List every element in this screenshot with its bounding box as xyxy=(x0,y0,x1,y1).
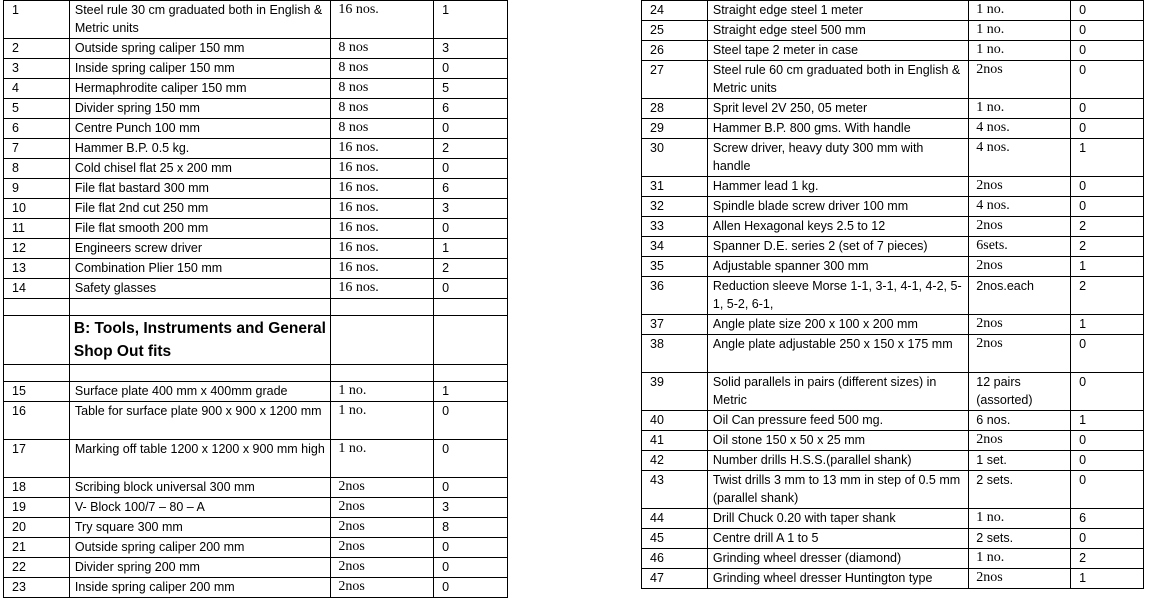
item-available: 1 xyxy=(1071,257,1144,277)
item-quantity: 8 nos xyxy=(331,39,434,59)
item-number: 47 xyxy=(642,569,708,589)
item-number: 23 xyxy=(4,578,70,598)
item-available: 0 xyxy=(1071,41,1144,61)
item-number: 30 xyxy=(642,139,708,177)
item-number: 38 xyxy=(642,335,708,373)
item-quantity: 6sets. xyxy=(969,237,1071,257)
item-number: 8 xyxy=(4,159,70,179)
table-row xyxy=(4,59,508,79)
item-number: 27 xyxy=(642,61,708,99)
table-row xyxy=(642,277,1144,315)
table-row xyxy=(642,61,1144,99)
item-description: Cold chisel flat 25 x 200 mm xyxy=(69,159,330,179)
item-available: 0 xyxy=(1071,431,1144,451)
item-available: 0 xyxy=(1071,197,1144,217)
item-available: 0 xyxy=(1071,529,1144,549)
item-description: Table for surface plate 900 x 900 x 1200 mm xyxy=(69,402,330,440)
item-number: 43 xyxy=(642,471,708,509)
item-description: Screw driver, heavy duty 300 mm with handle xyxy=(707,139,968,177)
table-row xyxy=(4,79,508,99)
item-quantity: 2 sets. xyxy=(969,471,1071,509)
item-description: Combination Plier 150 mm xyxy=(69,259,330,279)
item-quantity: 1 set. xyxy=(969,451,1071,471)
item-available: 8 xyxy=(434,518,508,538)
item-quantity: 4 nos. xyxy=(969,119,1071,139)
item-quantity: 1 no. xyxy=(969,21,1071,41)
item-quantity: 8 nos xyxy=(331,119,434,139)
item-quantity: 2nos xyxy=(969,431,1071,451)
item-quantity: 16 nos. xyxy=(331,239,434,259)
item-available: 0 xyxy=(1071,99,1144,119)
item-description: Try square 300 mm xyxy=(69,518,330,538)
item-description: Drill Chuck 0.20 with taper shank xyxy=(707,509,968,529)
item-available: 2 xyxy=(1071,217,1144,237)
item-number: 18 xyxy=(4,478,70,498)
item-number: 3 xyxy=(4,59,70,79)
table-row xyxy=(4,99,508,119)
item-description: Divider spring 150 mm xyxy=(69,99,330,119)
item-available: 0 xyxy=(434,219,508,239)
item-description: V- Block 100/7 – 80 – A xyxy=(69,498,330,518)
table-row xyxy=(4,139,508,159)
item-quantity: 2nos xyxy=(969,61,1071,99)
item-quantity: 2nos xyxy=(331,558,434,578)
item-quantity: 16 nos. xyxy=(331,279,434,299)
item-number: 35 xyxy=(642,257,708,277)
item-quantity: 1 no. xyxy=(331,382,434,402)
item-description: Engineers screw driver xyxy=(69,239,330,259)
item-available: 0 xyxy=(434,59,508,79)
item-number: 36 xyxy=(642,277,708,315)
table-row xyxy=(4,498,508,518)
item-number: 2 xyxy=(4,39,70,59)
item-available: 2 xyxy=(1071,237,1144,257)
item-quantity: 8 nos xyxy=(331,79,434,99)
item-description: Divider spring 200 mm xyxy=(69,558,330,578)
item-number: 32 xyxy=(642,197,708,217)
item-quantity: 2nos xyxy=(331,518,434,538)
item-available: 0 xyxy=(434,402,508,440)
item-description: Spindle blade screw driver 100 mm xyxy=(707,197,968,217)
right-page xyxy=(641,0,1144,589)
item-quantity: 1 no. xyxy=(969,99,1071,119)
item-number: 12 xyxy=(4,239,70,259)
table-row xyxy=(4,39,508,59)
item-available: 0 xyxy=(434,558,508,578)
item-quantity: 2nos xyxy=(969,257,1071,277)
item-available: 0 xyxy=(1071,373,1144,411)
item-quantity: 1 no. xyxy=(331,440,434,478)
item-quantity: 2nos xyxy=(331,498,434,518)
table-row xyxy=(642,197,1144,217)
item-number: 45 xyxy=(642,529,708,549)
item-quantity: 8 nos xyxy=(331,59,434,79)
item-quantity: 2nos xyxy=(969,569,1071,589)
item-description: Reduction sleeve Morse 1-1, 3-1, 4-1, 4-2, 5-1, 5-2, 6-1, xyxy=(707,277,968,315)
table-row xyxy=(642,257,1144,277)
item-available: 3 xyxy=(434,498,508,518)
item-description: Sprit level 2V 250, 05 meter xyxy=(707,99,968,119)
item-quantity: 6 nos. xyxy=(969,411,1071,431)
item-number: 10 xyxy=(4,199,70,219)
item-number: 21 xyxy=(4,538,70,558)
item-quantity: 16 nos. xyxy=(331,259,434,279)
item-quantity: 1 no. xyxy=(331,402,434,440)
item-number: 19 xyxy=(4,498,70,518)
item-description: Steel rule 60 cm graduated both in English & Metric units xyxy=(707,61,968,99)
item-description: Hammer lead 1 kg. xyxy=(707,177,968,197)
item-description: Hermaphrodite caliper 150 mm xyxy=(69,79,330,99)
item-available: 0 xyxy=(434,119,508,139)
item-description: Inside spring caliper 200 mm xyxy=(69,578,330,598)
item-available: 0 xyxy=(1071,21,1144,41)
item-quantity: 1 no. xyxy=(969,1,1071,21)
item-quantity: 2nos xyxy=(331,578,434,598)
table-row xyxy=(642,431,1144,451)
item-description: Steel tape 2 meter in case xyxy=(707,41,968,61)
item-quantity: 2nos xyxy=(331,478,434,498)
item-description: Adjustable spanner 300 mm xyxy=(707,257,968,277)
table-row xyxy=(4,538,508,558)
item-description: Outside spring caliper 150 mm xyxy=(69,39,330,59)
item-description: Steel rule 30 cm graduated both in English & Metric units xyxy=(69,1,330,39)
table-row xyxy=(642,509,1144,529)
item-quantity: 2nos xyxy=(969,177,1071,197)
item-description: Oil Can pressure feed 500 mg. xyxy=(707,411,968,431)
item-quantity: 2nos xyxy=(969,217,1071,237)
item-description: Outside spring caliper 200 mm xyxy=(69,538,330,558)
table-row xyxy=(642,177,1144,197)
item-number: 44 xyxy=(642,509,708,529)
left-page xyxy=(3,0,508,598)
item-description: Angle plate adjustable 250 x 150 x 175 mm xyxy=(707,335,968,373)
item-number: 14 xyxy=(4,279,70,299)
item-number: 9 xyxy=(4,179,70,199)
item-quantity: 16 nos. xyxy=(331,179,434,199)
item-available: 0 xyxy=(1071,61,1144,99)
item-available: 0 xyxy=(434,578,508,598)
item-available: 1 xyxy=(1071,315,1144,335)
item-quantity: 4 nos. xyxy=(969,197,1071,217)
item-description: File flat 2nd cut 250 mm xyxy=(69,199,330,219)
item-number: 37 xyxy=(642,315,708,335)
item-number: 22 xyxy=(4,558,70,578)
tools-table-left xyxy=(3,0,508,598)
item-available: 1 xyxy=(1071,411,1144,431)
item-number: 15 xyxy=(4,382,70,402)
item-quantity: 16 nos. xyxy=(331,199,434,219)
item-available: 0 xyxy=(434,279,508,299)
item-quantity: 8 nos xyxy=(331,99,434,119)
item-description: Hammer B.P. 0.5 kg. xyxy=(69,139,330,159)
item-available: 3 xyxy=(434,39,508,59)
table-row xyxy=(642,373,1144,411)
item-available: 6 xyxy=(434,179,508,199)
table-row xyxy=(642,237,1144,257)
table-row xyxy=(642,315,1144,335)
item-number: 33 xyxy=(642,217,708,237)
item-available: 5 xyxy=(434,79,508,99)
item-quantity: 2nos xyxy=(331,538,434,558)
item-available: 0 xyxy=(434,538,508,558)
blank-row xyxy=(4,299,508,316)
item-quantity: 16 nos. xyxy=(331,1,434,39)
item-number: 5 xyxy=(4,99,70,119)
item-description: Surface plate 400 mm x 400mm grade xyxy=(69,382,330,402)
item-quantity: 1 no. xyxy=(969,549,1071,569)
table-row xyxy=(4,1,508,39)
item-number: 31 xyxy=(642,177,708,197)
item-description: Centre Punch 100 mm xyxy=(69,119,330,139)
table-row xyxy=(4,179,508,199)
item-description: Marking off table 1200 x 1200 x 900 mm high xyxy=(69,440,330,478)
tools-table-right xyxy=(641,0,1144,589)
item-number: 16 xyxy=(4,402,70,440)
item-available: 1 xyxy=(434,239,508,259)
table-row xyxy=(4,478,508,498)
item-description: File flat smooth 200 mm xyxy=(69,219,330,239)
item-available: 6 xyxy=(434,99,508,119)
item-number: 28 xyxy=(642,99,708,119)
table-row xyxy=(642,529,1144,549)
item-available: 1 xyxy=(434,1,508,39)
item-description: File flat bastard 300 mm xyxy=(69,179,330,199)
item-description: Safety glasses xyxy=(69,279,330,299)
item-available: 2 xyxy=(434,259,508,279)
item-quantity: 4 nos. xyxy=(969,139,1071,177)
item-description: Allen Hexagonal keys 2.5 to 12 xyxy=(707,217,968,237)
table-row xyxy=(4,219,508,239)
table-row xyxy=(642,99,1144,119)
item-description: Grinding wheel dresser (diamond) xyxy=(707,549,968,569)
item-number: 26 xyxy=(642,41,708,61)
item-quantity: 2nos xyxy=(969,335,1071,373)
table-row xyxy=(4,518,508,538)
item-number: 13 xyxy=(4,259,70,279)
item-quantity: 12 pairs (assorted) xyxy=(969,373,1071,411)
item-available: 0 xyxy=(1071,177,1144,197)
item-quantity: 1 no. xyxy=(969,509,1071,529)
item-number: 7 xyxy=(4,139,70,159)
table-row xyxy=(642,451,1144,471)
item-number: 41 xyxy=(642,431,708,451)
item-number: 1 xyxy=(4,1,70,39)
table-row xyxy=(642,549,1144,569)
table-row xyxy=(4,279,508,299)
item-available: 0 xyxy=(1071,1,1144,21)
table-row xyxy=(642,411,1144,431)
table-row xyxy=(642,1,1144,21)
table-row xyxy=(4,199,508,219)
item-description: Solid parallels in pairs (different sizes) in Metric xyxy=(707,373,968,411)
item-quantity: 2 sets. xyxy=(969,529,1071,549)
item-number: 29 xyxy=(642,119,708,139)
item-available: 1 xyxy=(434,382,508,402)
table-row xyxy=(642,139,1144,177)
table-row xyxy=(642,41,1144,61)
table-row xyxy=(642,21,1144,41)
item-available: 1 xyxy=(1071,569,1144,589)
table-row xyxy=(4,159,508,179)
section-title: B: Tools, Instruments and General Shop Out fits xyxy=(69,316,330,365)
item-available: 1 xyxy=(1071,139,1144,177)
item-available: 3 xyxy=(434,199,508,219)
item-quantity: 1 no. xyxy=(969,41,1071,61)
table-row xyxy=(4,119,508,139)
item-number: 39 xyxy=(642,373,708,411)
item-description: Number drills H.S.S.(parallel shank) xyxy=(707,451,968,471)
item-available: 0 xyxy=(1071,119,1144,139)
item-description: Oil stone 150 x 50 x 25 mm xyxy=(707,431,968,451)
table-row xyxy=(642,335,1144,373)
item-number: 46 xyxy=(642,549,708,569)
item-description: Scribing block universal 300 mm xyxy=(69,478,330,498)
item-number: 11 xyxy=(4,219,70,239)
item-available: 2 xyxy=(434,139,508,159)
item-available: 0 xyxy=(1071,471,1144,509)
item-number: 42 xyxy=(642,451,708,471)
table-row xyxy=(642,217,1144,237)
item-quantity: 16 nos. xyxy=(331,139,434,159)
item-description: Spanner D.E. series 2 (set of 7 pieces) xyxy=(707,237,968,257)
item-description: Straight edge steel 1 meter xyxy=(707,1,968,21)
item-number: 4 xyxy=(4,79,70,99)
table-row xyxy=(4,382,508,402)
table-row xyxy=(4,239,508,259)
item-number: 17 xyxy=(4,440,70,478)
table-row xyxy=(642,119,1144,139)
blank-row xyxy=(4,365,508,382)
table-row xyxy=(4,402,508,440)
item-quantity: 2nos xyxy=(969,315,1071,335)
item-available: 2 xyxy=(1071,549,1144,569)
table-row xyxy=(642,471,1144,509)
section-row xyxy=(4,316,508,365)
item-number: 24 xyxy=(642,1,708,21)
item-available: 6 xyxy=(1071,509,1144,529)
item-quantity: 16 nos. xyxy=(331,219,434,239)
item-description: Hammer B.P. 800 gms. With handle xyxy=(707,119,968,139)
table-row xyxy=(4,578,508,598)
item-number: 40 xyxy=(642,411,708,431)
item-quantity: 2nos.each xyxy=(969,277,1071,315)
table-row xyxy=(4,558,508,578)
item-description: Angle plate size 200 x 100 x 200 mm xyxy=(707,315,968,335)
item-quantity: 16 nos. xyxy=(331,159,434,179)
item-available: 0 xyxy=(434,159,508,179)
item-description: Twist drills 3 mm to 13 mm in step of 0.5 mm (parallel shank) xyxy=(707,471,968,509)
item-number: 6 xyxy=(4,119,70,139)
item-available: 0 xyxy=(434,478,508,498)
item-description: Grinding wheel dresser Huntington type xyxy=(707,569,968,589)
item-available: 0 xyxy=(434,440,508,478)
item-number: 25 xyxy=(642,21,708,41)
item-number: 34 xyxy=(642,237,708,257)
table-row xyxy=(642,569,1144,589)
item-number: 20 xyxy=(4,518,70,538)
item-description: Inside spring caliper 150 mm xyxy=(69,59,330,79)
item-available: 0 xyxy=(1071,335,1144,373)
item-description: Centre drill A 1 to 5 xyxy=(707,529,968,549)
item-available: 2 xyxy=(1071,277,1144,315)
table-row xyxy=(4,259,508,279)
item-description: Straight edge steel 500 mm xyxy=(707,21,968,41)
item-available: 0 xyxy=(1071,451,1144,471)
table-row xyxy=(4,440,508,478)
